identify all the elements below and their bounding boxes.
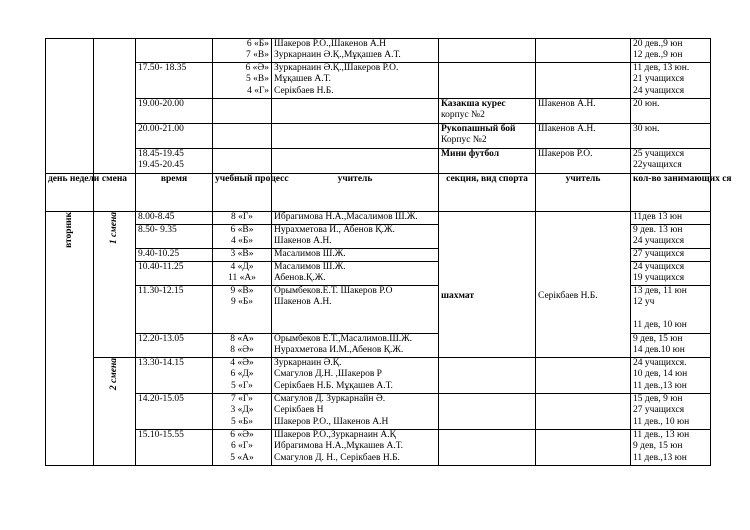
count-cell: 13 дев, 11 юн 12 уч 11 дев, 10 юн — [631, 286, 711, 334]
teacher-cell — [272, 124, 439, 149]
teacher-cell: Смагулов Д. Зуркарнайн Ә. Серікбаев Н Шакеров Р.О., Шакенов А.Н — [272, 394, 439, 430]
class-cell: 6 «Ә» 5 «В» 4 «Г» — [213, 63, 272, 99]
class-cell: 8 «Г» — [213, 212, 272, 225]
teacher-cell: Орымбеков Е.Т.,Масалимов.Ш.Ж. Нурахметова И.М.,Абенов Қ.Ж. — [272, 334, 439, 358]
header-teacher: учитель — [272, 174, 439, 212]
class-cell — [213, 99, 272, 124]
teacher-cell: Орымбеков.Е.Т. Шакеров Р.О Шакенов А.Н. — [272, 286, 439, 334]
section-teacher-cell — [536, 63, 631, 99]
count-cell: 27 учащихся — [631, 249, 711, 262]
header-process: учебный процесс — [213, 174, 272, 212]
time-cell: 19.00-20.00 — [136, 99, 213, 124]
section-cell — [439, 39, 536, 63]
count-cell: 11дев 13 юн — [631, 212, 711, 225]
count-cell: 25 учащихся 22учащихся — [631, 149, 711, 174]
class-cell: 7 «Г» 3 «Д» 5 «Б» — [213, 394, 272, 430]
header-shift: смена — [94, 174, 136, 212]
shift2-label: 2 смена — [108, 358, 119, 391]
header-section-teacher: учитель — [536, 174, 631, 212]
table-row — [46, 63, 711, 99]
class-cell — [213, 149, 272, 174]
section-cell: Рукопашный бой Корпус №2 — [439, 124, 536, 149]
table-row — [46, 212, 711, 225]
count-cell: 30 юн. — [631, 124, 711, 149]
day-cell — [46, 212, 94, 466]
time-cell: 17.50- 18.35 — [136, 63, 213, 99]
header-row — [46, 174, 711, 212]
section-cell: Казакша курес корпус №2 — [439, 99, 536, 124]
section-teacher-cell — [536, 430, 631, 466]
count-cell: 9 дев. 13 юн 24 учащихся — [631, 225, 711, 249]
section-teacher-cell: Серікбаев Н.Б. — [536, 212, 631, 358]
time-cell — [136, 39, 213, 63]
teacher-cell — [272, 99, 439, 124]
section-cell — [439, 394, 536, 430]
shift-cell — [94, 212, 136, 358]
section-cell — [439, 212, 536, 358]
section-teacher-cell: Шакенов А.Н. — [536, 124, 631, 149]
time-cell: 20.00-21.00 — [136, 124, 213, 149]
section-cell: Мини футбол — [439, 149, 536, 174]
count-cell: 9 дев, 15 юн 14 дев.10 юн — [631, 334, 711, 358]
count-cell: 15 дев, 9 юн 27 учащихся 11 дев., 10 юн — [631, 394, 711, 430]
section-teacher-cell — [536, 39, 631, 63]
teacher-cell: Шакеров Р.О.,Шакенов А.Н Зуркарнаин Ә.Қ.,Мұқашев А.Т. — [272, 39, 439, 63]
section-cell — [439, 430, 536, 466]
table-row — [46, 99, 711, 124]
teacher-cell: Масалимов Ш.Ж. Абенов.Қ.Ж. — [272, 262, 439, 286]
time-cell: 8.50- 9.35 — [136, 225, 213, 249]
shift-cell-prev — [94, 39, 136, 174]
teacher-cell: Зуркарнаин Ә.Қ. Смагулов Д.Н. ,Шакеров Р Серікбаев Н.Б. Мұқашев А.Т. — [272, 358, 439, 394]
table-row — [46, 430, 711, 466]
day-cell-prev — [46, 39, 94, 174]
count-cell: 20 юн. — [631, 99, 711, 124]
class-cell: 4 «Д» 11 «А» — [213, 262, 272, 286]
time-cell: 10.40-11.25 — [136, 262, 213, 286]
table-row — [46, 358, 711, 394]
teacher-cell: Ибрагимова Н.А.,Масалимов Ш.Ж. — [272, 212, 439, 225]
teacher-cell: Масалимов Ш.Ж. — [272, 249, 439, 262]
teacher-cell — [272, 149, 439, 174]
table-row — [46, 149, 711, 174]
count-cell: 24 учащихся 19 учащихся — [631, 262, 711, 286]
shift1-label: 1 смена — [108, 212, 119, 245]
section-teacher-cell — [536, 394, 631, 430]
section-cell — [439, 63, 536, 99]
count-cell: 11 дев., 13 юн 9 дев, 15 юн 11 дев.,13 юн — [631, 430, 711, 466]
time-cell: 13.30-14.15 — [136, 358, 213, 394]
header-section: секция, вид спорта — [439, 174, 536, 212]
table-row — [46, 124, 711, 149]
section-teacher-cell: Шакеров Р.О. — [536, 149, 631, 174]
class-cell: 6 «Б» 7 «В» — [213, 39, 272, 63]
day-label: вторник — [63, 212, 74, 248]
count-cell: 20 дев.,9 юн 12 дев.,9 юн — [631, 39, 711, 63]
count-cell: 24 учащихся. 10 дев, 14 юн 11 дев.,13 юн — [631, 358, 711, 394]
header-count: кол-во занимающих ся — [631, 174, 711, 212]
schedule-table — [45, 38, 732, 466]
class-cell: 9 «В» 9 «Б» — [213, 286, 272, 334]
section-teacher-cell: Шакенов А.Н. — [536, 99, 631, 124]
class-cell: 6 «Ә» 6 «Г» 5 «А» — [213, 430, 272, 466]
time-cell: 14.20-15.05 — [136, 394, 213, 430]
time-cell: 18.45-19.45 19.45-20.45 — [136, 149, 213, 174]
time-cell: 11.30-12.15 — [136, 286, 213, 334]
class-cell: 4 «Ә» 6 «Д» 5 «Г» — [213, 358, 272, 394]
section-teacher-cell — [536, 358, 631, 394]
count-cell: 11 дев, 13 юн. 21 учащихся 24 учащихся — [631, 63, 711, 99]
teacher-cell: Шакеров Р.О.,Зуркарнаин А.Қ Ибрагимова Н.А.,Мұкашев А.Т. Смагулов Д. Н., Серікбаев Н.Б. — [272, 430, 439, 466]
header-time: время — [136, 174, 213, 212]
teacher-cell: Нурахметова И., Абенов Қ.Ж. Шакенов А.Н. — [272, 225, 439, 249]
shift-cell — [94, 358, 136, 466]
header-day: день недели — [46, 174, 94, 212]
class-cell: 6 «В» 4 «Б» — [213, 225, 272, 249]
section-cell — [439, 358, 536, 394]
time-cell: 8.00-8.45 — [136, 212, 213, 225]
class-cell — [213, 124, 272, 149]
class-cell: 8 «А» 8 «Ә» — [213, 334, 272, 358]
teacher-cell: Зуркарнаин Ә.Қ.,Шакеров Р.О. Мұқашев А.Т. Серікбаев Н.Б. — [272, 63, 439, 99]
time-cell: 15.10-15.55 — [136, 430, 213, 466]
table-row — [46, 39, 711, 63]
chess-section: шахмат — [441, 290, 475, 301]
time-cell: 12.20-13.05 — [136, 334, 213, 358]
class-cell: 3 «В» — [213, 249, 272, 262]
time-cell: 9.40-10.25 — [136, 249, 213, 262]
table-row — [46, 394, 711, 430]
